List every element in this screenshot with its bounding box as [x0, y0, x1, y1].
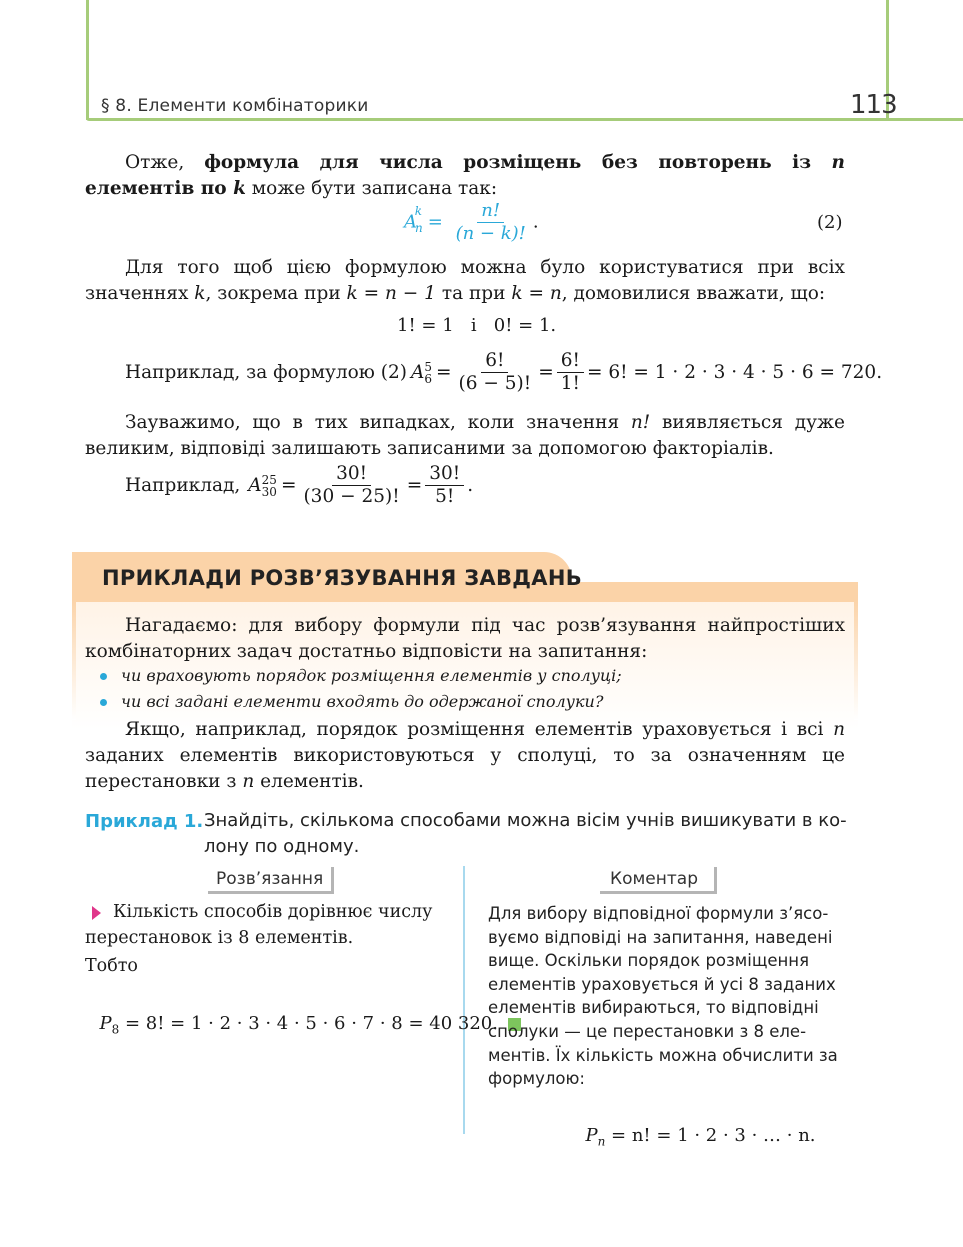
header-frame-tab — [886, 118, 963, 121]
example-text-line2: лону по одному. — [204, 836, 360, 857]
comment-tag: Коментар — [600, 867, 717, 894]
paragraph-large-factorials: Зауважимо, що в тих випадках, коли значення n! виявляється дуже великим, відповіді залишають записаними за допомогою факторіалів. — [85, 412, 845, 459]
paragraph-permutations: Якщо, наприклад, порядок розміщення елементів ураховується і всі n заданих елементів використовуються у сполуці, то за означенням це перестановки з n елементів. — [85, 719, 845, 792]
page-number: 113 — [850, 90, 897, 120]
paragraph-domain: Для того щоб цією формулою можна було користуватися при всіх значеннях k, зокрема при k = n − 1 та при k = n, домовилися вважати, що: — [85, 257, 845, 304]
triangle-arrow-icon — [92, 906, 101, 920]
comment-text: Для вибору відповідної формули з’ясо- вуємо відповіді на запитання, наведені вище. Оскільки порядок розміщення елементів ураховується й усі 8 заданих елементів вибираються, то відповідні сполуки — це перестановки з 8 еле- ментів. Їх кількість можна обчислити за формулою: — [488, 904, 838, 1089]
paragraph-formula-intro: Отже, формула для числа розміщень без повторень із n елементів по k може бути записана так: — [85, 152, 845, 199]
solution-line3: Тобто — [85, 956, 138, 976]
comment-formula: $P_n = n$! = 1 · 2 · 3 · … · n. — [585, 1125, 816, 1149]
header-frame-left — [86, 0, 89, 120]
section-band-right-edge — [854, 600, 858, 720]
solution-line1: Кількість способів дорівнює числу — [92, 902, 432, 922]
bullet-item: чи всі задані елементи входять до одержаної сполуки? — [100, 692, 603, 711]
bullet-dot-icon — [100, 673, 107, 680]
example-label: Приклад 1. — [85, 811, 204, 832]
example-a3025: Наприклад, A 25 30 = $\frac{30!}{(30 - 25)!}$ = $\frac{30!}{5!}$ . — [125, 463, 474, 507]
section-intro: Нагадаємо: для вибору формули під час розв’язування найпростіших комбінаторних задач достатньо відповісти на запитання: — [85, 615, 845, 662]
example-a65: Наприклад, за формулою (2) A 5 6 = $\frac{6!}{(6 - 5)!}$ = $\frac{6!}{1!}$ = 6! = 1 · 2 · 3 · 4 · 5 · 6 = 720. — [125, 350, 883, 394]
section-title: ПРИКЛАДИ РОЗВ’ЯЗУВАННЯ ЗАВДАНЬ — [102, 566, 583, 590]
example-text-line1: Знайдіть, скількома способами можна вісім учнів вишикувати в ко- — [204, 810, 847, 831]
section-band-left-edge — [72, 600, 76, 720]
solution-tag: Розв’язання — [208, 867, 334, 894]
formula-number: (2) — [817, 212, 843, 233]
bullet-dot-icon — [100, 699, 107, 706]
running-header: § 8. Елементи комбінаторики — [101, 96, 369, 116]
solution-line2: перестановок із 8 елементів. — [85, 928, 354, 948]
factorial-convention: 1! = 1 і 0! = 1. — [397, 315, 557, 336]
solution-formula: $P_8 = 8$! = 1 · 2 · 3 · 4 · 5 · 6 · 7 · 8 = 40 320. — [88, 992, 521, 1037]
formula-2: $A_n^k$ = $\frac{n!}{(n - k)!}$ . — [404, 200, 539, 244]
bullet-item: чи враховують порядок розміщення елементів у сполуці; — [100, 666, 622, 685]
header-frame-bottom — [86, 118, 886, 121]
